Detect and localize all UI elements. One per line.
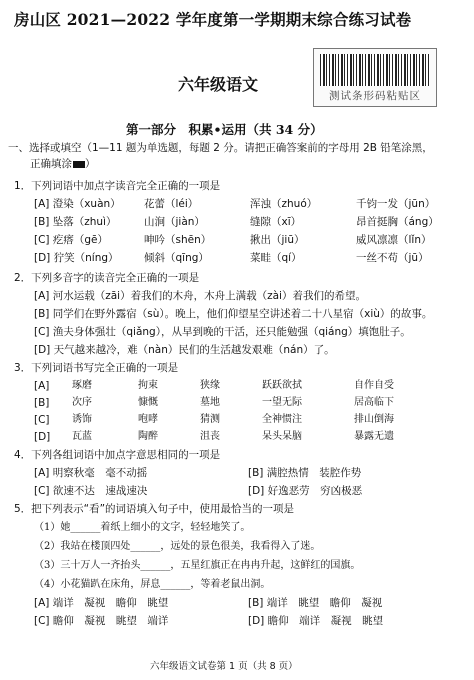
question-3-cell: [D] [34, 431, 51, 443]
question-3-cell: 次序 [72, 397, 92, 408]
question-2-option-c: [C] 渔夫身体强壮（qiǎng），从早到晚的干活，还只能勉强（qiáng）填饱肚子。 [34, 326, 411, 338]
question-5-option-c: [C] 瞻仰 凝视 眺望 端详 [34, 615, 169, 627]
question-3-cell: 狭缘 [200, 380, 220, 391]
question-3-cell: 沮丧 [200, 431, 220, 442]
question-3-cell: 猜测 [200, 414, 220, 425]
section-heading: 第一部分 积累•运用（共 34 分） [126, 122, 323, 137]
question-2-option-a: [A] 河水运载（zāi）着我们的木舟，木舟上满载（zài）着我们的希望。 [34, 290, 366, 302]
question-1-cell: 威风凛凛（lǐn） [356, 234, 432, 246]
question-3-cell: 居高临下 [354, 397, 394, 408]
question-1-cell: 菜畦（qí） [250, 252, 302, 264]
question-2-stem: 2．下列多音字的读音完全正确的一项是 [14, 272, 200, 284]
question-1-cell: [A] 澄染（xuàn） [34, 198, 121, 210]
question-5-option-b: [B] 端详 眺望 瞻仰 凝视 [248, 597, 383, 609]
question-3-cell: 呆头呆脑 [262, 431, 302, 442]
question-4-option-c: [C] 欲速不达 速战速决 [34, 485, 148, 497]
question-3-stem: 3．下列词语书写完全正确的一项是 [14, 362, 179, 374]
exam-subtitle: 六年级语文 [178, 75, 259, 94]
question-4-option-d: [D] 好逸恶劳 穷凶极恶 [248, 485, 363, 497]
question-1-cell: 倾斜（qīng） [144, 252, 209, 264]
question-1-cell: 昂首挺胸（áng） [356, 216, 439, 228]
question-4-stem: 4．下列各组词语中加点字意思相同的一项是 [14, 449, 221, 461]
question-5-sentence-3: （3）三十万人一齐抬头______，五星红旗正在冉冉升起，这鲜红的国旗。 [34, 560, 361, 571]
question-3-cell: 暴露无遗 [354, 431, 394, 442]
question-1-stem: 1．下列词语中加点字读音完全正确的一项是 [14, 180, 221, 192]
question-3-cell: [B] [34, 397, 50, 409]
question-2-option-d: [D] 天气越来越冷，难（nàn）民们的生活越发艰难（nán）了。 [34, 344, 335, 356]
question-3-cell: 跃跃欲拭 [262, 380, 302, 391]
question-1-cell: 揪出（jiū） [250, 234, 305, 246]
question-2-option-b: [B] 同学们在野外露宿（sù）。晚上，他们仰望星空讲述着二十八星宿（xiù）的故事。 [34, 308, 433, 320]
instruction-line-1: 一、选择或填空（1—11 题为单选题，每题 2 分。请把正确答案前的字母用 2B 铅笔涂黑， [8, 142, 433, 154]
question-3-cell: 琢磨 [72, 380, 92, 391]
question-3-cell: 慷慨 [138, 397, 158, 408]
question-3-cell: 自作自受 [354, 380, 394, 391]
question-3-cell: 陶醉 [138, 431, 158, 442]
instruction-line-2: 正确填涂 ） [30, 158, 96, 170]
question-1-cell: [D] 狞笑（níng） [34, 252, 119, 264]
question-1-cell: 山涧（jiàn） [144, 216, 205, 228]
question-5-option-a: [A] 端详 凝视 瞻仰 眺望 [34, 597, 169, 609]
question-5-stem: 5．把下列表示“看”的词语填入句子中，使用最恰当的一项是 [14, 503, 295, 515]
barcode-area [313, 48, 437, 107]
question-3-cell: 诱饰 [72, 414, 92, 425]
question-1-cell: 一丝不苟（jū） [356, 252, 429, 264]
question-3-cell: 墓地 [200, 397, 220, 408]
question-3-cell: 咆哮 [138, 414, 158, 425]
question-1-cell: 缝隙（xī） [250, 216, 302, 228]
question-5-sentence-4: （4）小花猫趴在床角，屏息______，等着老鼠出洞。 [34, 579, 271, 590]
barcode-icon [320, 54, 430, 86]
question-4-option-b: [B] 满腔热情 装腔作势 [248, 467, 362, 479]
question-1-cell: [B] 坠落（zhuì） [34, 216, 117, 228]
question-3-cell: 排山倒海 [354, 414, 394, 425]
question-1-cell: 花蕾（léi） [144, 198, 199, 210]
question-1-cell: 浑浊（zhuó） [250, 198, 318, 210]
question-3-cell: 拘束 [138, 380, 158, 391]
question-5-sentence-2: （2）我站在楼顶四处______，远处的景色很美，我看得入了迷。 [34, 541, 321, 552]
filled-answer-icon [73, 161, 85, 168]
question-1-cell: 千钧一发（jūn） [356, 198, 436, 210]
question-3-cell: 瓦蓝 [72, 431, 92, 442]
question-4-option-a: [A] 明察秋毫 毫不动摇 [34, 467, 148, 479]
question-3-cell: [C] [34, 414, 50, 426]
question-1-cell: [C] 疙瘩（gē） [34, 234, 108, 246]
question-3-cell: 全神惯注 [262, 414, 302, 425]
barcode-label: 测试条形码粘贴区 [329, 90, 421, 102]
question-3-cell: 一望无际 [262, 397, 302, 408]
question-3-cell: [A] [34, 380, 50, 392]
question-5-option-d: [D] 瞻仰 端详 凝视 眺望 [248, 615, 384, 627]
question-1-cell: 呻吟（shēn） [144, 234, 212, 246]
question-5-sentence-1: （1）她______着纸上细小的文字，轻轻地笑了。 [34, 522, 251, 533]
exam-title: 房山区 2021—2022 学年度第一学期期末综合练习试卷 [14, 10, 412, 29]
page-footer: 六年级语文试卷第 1 页（共 8 页） [150, 661, 298, 672]
